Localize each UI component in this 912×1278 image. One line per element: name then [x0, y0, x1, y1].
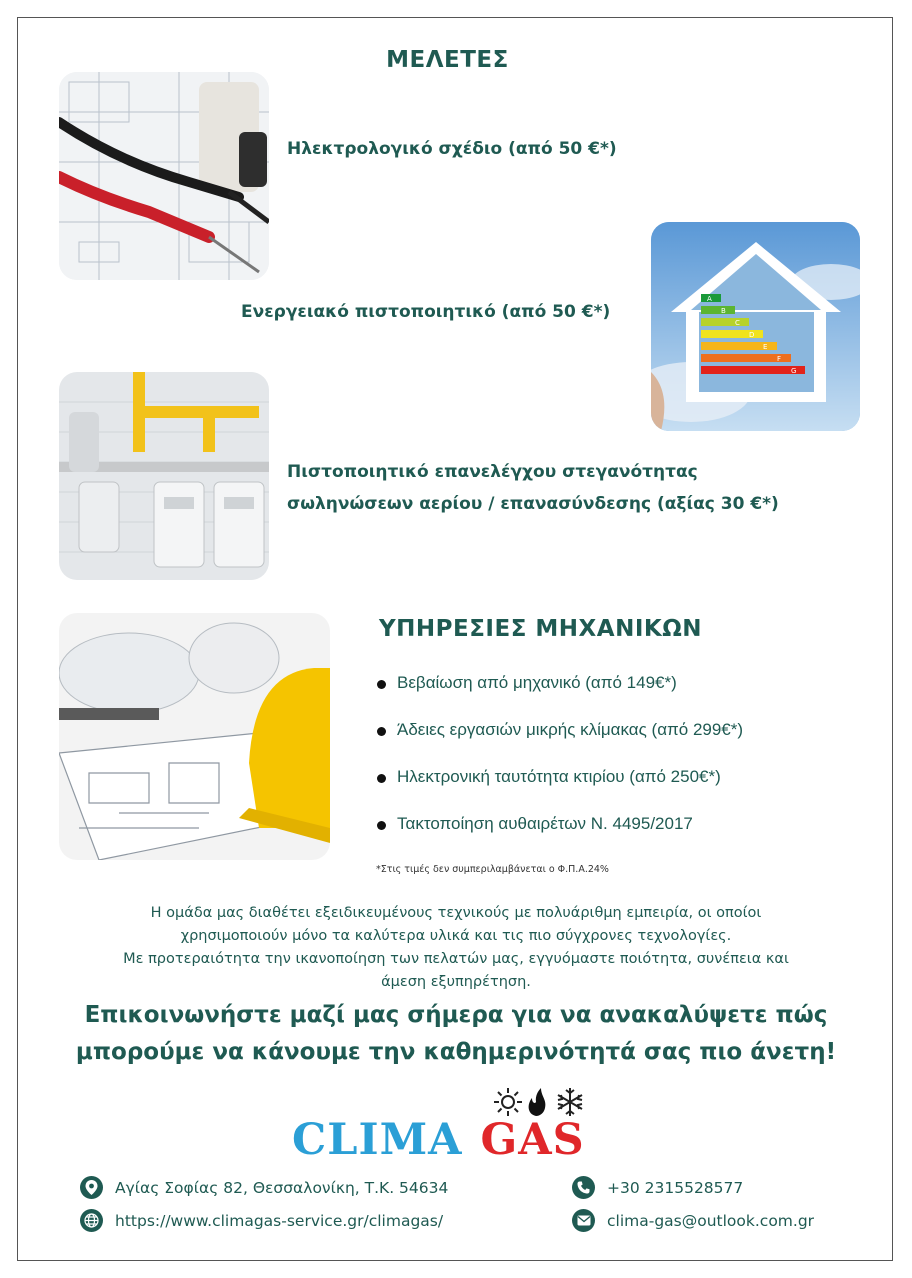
logo-clima-text: CLIMA [292, 1115, 463, 1165]
about-line: Με προτεραιότητα την ικανοποίηση των πελατών μας, εγγυόμαστε ποιότητα, συνέπεια και [123, 951, 789, 967]
energy-label: B [721, 307, 726, 315]
studies-item-energy: Ενεργειακό πιστοποιητικό (από 50 €*) [241, 302, 611, 322]
list-item: Βεβαίωση από μηχανικό (από 149€*) [377, 673, 743, 720]
list-item: Τακτοποίηση αυθαιρέτων Ν. 4495/2017 [377, 814, 743, 861]
list-item: Άδειες εργασιών μικρής κλίμακας (από 299€*) [377, 720, 743, 767]
location-pin-icon [80, 1176, 103, 1199]
vat-note: *Στις τιμές δεν συμπεριλαμβάνεται ο Φ.Π.Α.24% [376, 864, 609, 875]
phone-icon [572, 1176, 595, 1199]
energy-label: G [791, 367, 797, 375]
contact-website[interactable] [80, 1209, 443, 1232]
address-text: Αγίας Σοφίας 82, Θεσσαλονίκη, Τ.Κ. 54634 [115, 1178, 449, 1197]
services-title: ΥΠΗΡΕΣΙΕΣ ΜΗΧΑΝΙΚΩΝ [379, 616, 703, 642]
about-line: Η ομάδα μας διαθέτει εξειδικευμένους τεχνικούς με πολυάριθμη εμπειρία, οι οποίοι [150, 905, 762, 921]
energy-label: F [777, 355, 782, 363]
energy-label: E [763, 343, 768, 351]
sun-icon [494, 1088, 522, 1116]
company-logo [292, 1115, 585, 1165]
studies-item-electrical: Ηλεκτρολογικό σχέδιο (από 50 €*) [287, 139, 617, 159]
flame-icon [529, 1088, 546, 1116]
services-list [377, 673, 743, 861]
cta-line: μπορούμε να κάνουμε την καθημερινότητά σας πιο άνετη! [75, 1039, 837, 1065]
engineering-photo [59, 613, 330, 860]
logo-icons [494, 1086, 594, 1118]
energy-certificate-photo [651, 222, 860, 431]
electrical-plan-photo [59, 72, 269, 280]
studies-item-gas-line2: σωληνώσεων αερίου / επανασύνδεσης (αξίας 30 €*) [287, 494, 779, 514]
studies-item-gas-line1: Πιστοποιητικό επανελέγχου στεγανότητας [287, 462, 698, 482]
website-link[interactable]: https://www.climagas-service.gr/climagas/ [115, 1211, 444, 1230]
cta-line: Επικοινωνήστε μαζί μας σήμερα για να ανακαλύψετε πώς [84, 1002, 828, 1028]
list-item: Ηλεκτρονική ταυτότητα κτιρίου (από 250€*) [377, 767, 743, 814]
energy-label: C [735, 319, 740, 327]
contact-address [80, 1176, 448, 1199]
email-link[interactable]: clima-gas@outlook.com.gr [607, 1211, 815, 1230]
about-line: χρησιμοποιούν μόνο τα καλύτερα υλικά και τις πιο σύγχρονες τεχνολογίες. [180, 928, 732, 944]
contact-email[interactable] [572, 1209, 814, 1232]
studies-title: ΜΕΛΕΤΕΣ [386, 47, 509, 73]
energy-label: A [707, 295, 712, 303]
envelope-icon [572, 1209, 595, 1232]
snowflake-icon [558, 1088, 582, 1116]
contact-phone[interactable] [572, 1176, 743, 1199]
globe-icon [80, 1209, 103, 1232]
gas-meters-photo [59, 372, 269, 580]
energy-label: D [749, 331, 755, 339]
call-to-action [30, 997, 882, 1071]
about-line: άμεση εξυπηρέτηση. [381, 974, 531, 990]
phone-text[interactable]: +30 2315528577 [607, 1178, 744, 1197]
about-paragraph [40, 902, 872, 994]
logo-gas-text: GAS [480, 1115, 585, 1165]
